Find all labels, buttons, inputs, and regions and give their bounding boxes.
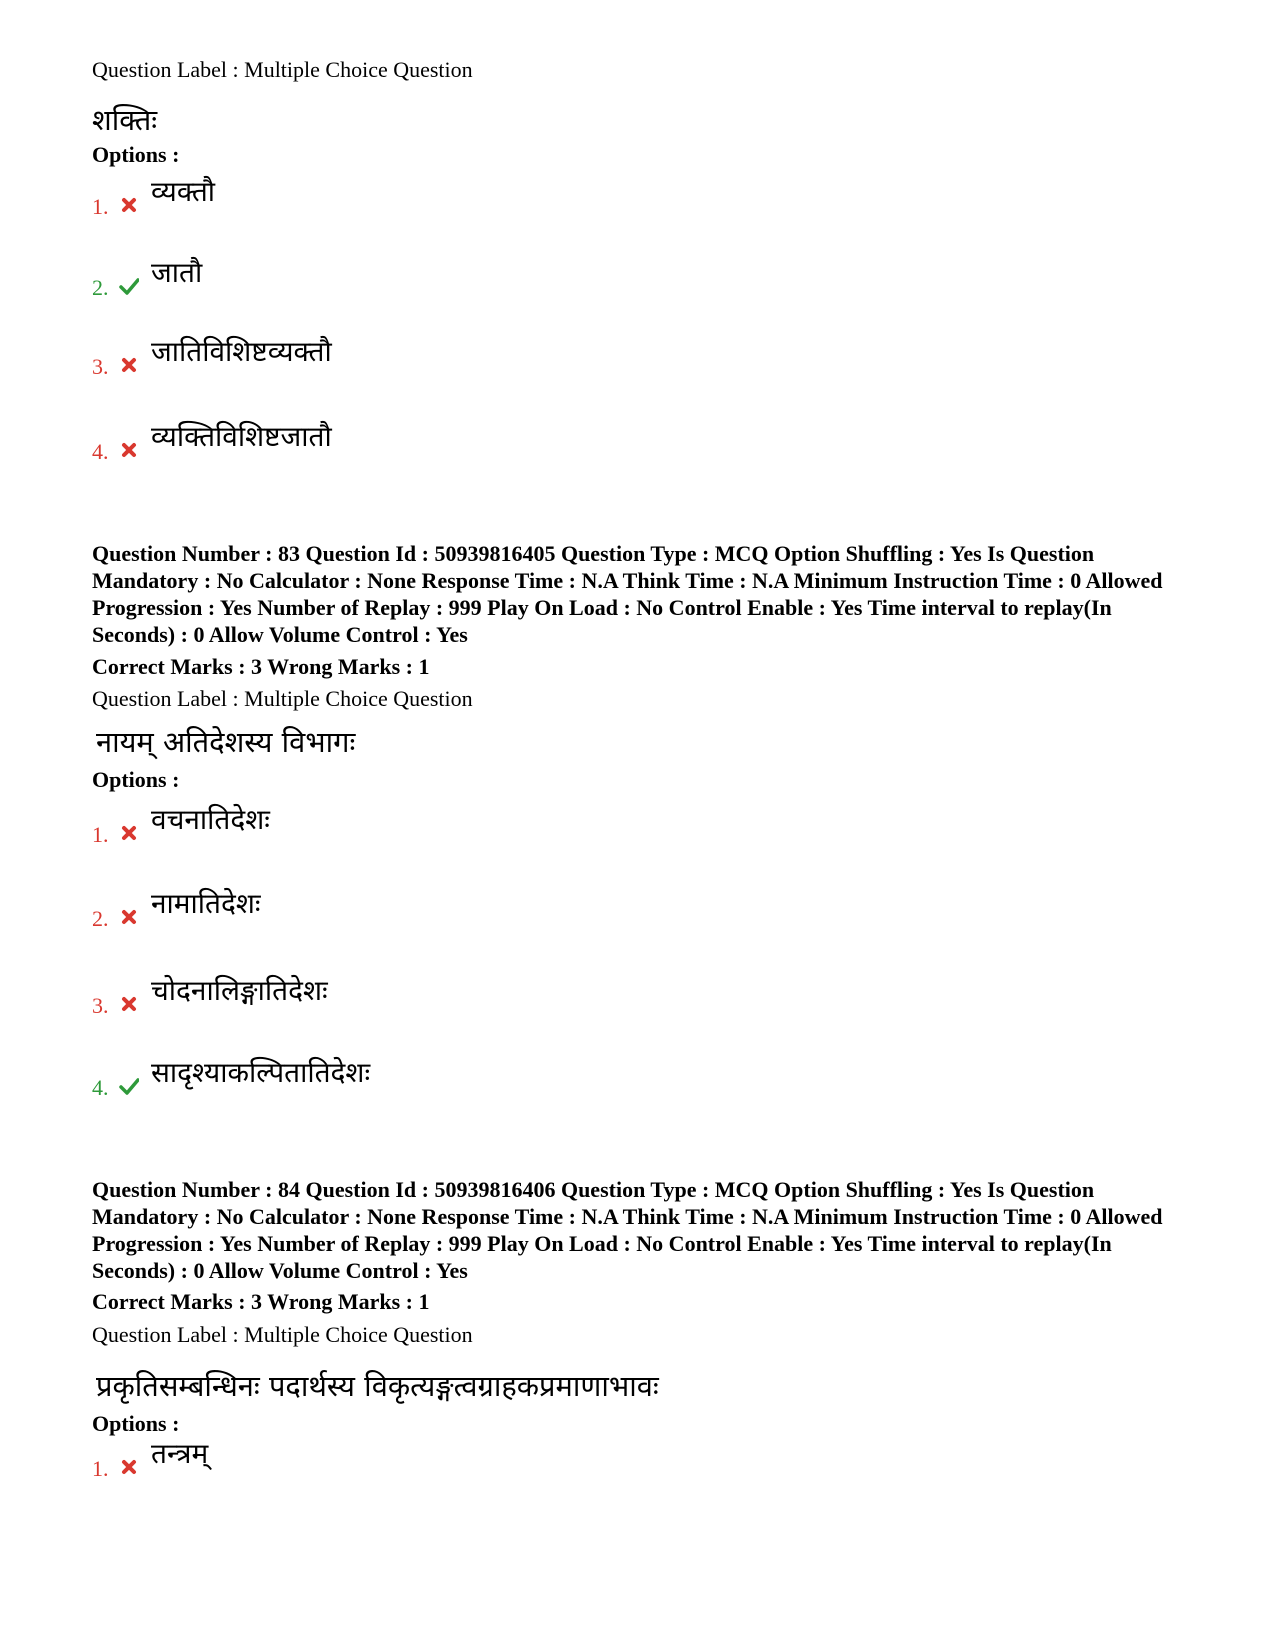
option-number: 3. (92, 993, 109, 1018)
marks-info: Correct Marks : 3 Wrong Marks : 1 (92, 1289, 430, 1314)
option-number: 4. (92, 1075, 109, 1100)
cross-icon (119, 355, 139, 375)
cross-icon (119, 1457, 139, 1477)
option-number: 4. (92, 439, 109, 464)
cross-icon (119, 994, 139, 1014)
option-text: जातिविशिष्टव्यक्तौ (151, 335, 332, 368)
option-number: 2. (92, 906, 109, 931)
check-icon (119, 276, 139, 296)
option-text: व्यक्तौ (151, 175, 216, 208)
option-text: तन्त्रम् (151, 1437, 209, 1470)
options-heading: Options : (92, 767, 180, 792)
question-label: Question Label : Multiple Choice Question (92, 686, 473, 711)
question-meta: Question Number : 84 Question Id : 50939816406 Question Type : MCQ Option Shuffling : Yes Is Question Mandatory : No Calculator : None Response Time : N.A Think Time : N.A Minimum Instruction Time : 0 Allowed Progression : Yes Number of Replay : 999 Play On Load : No Control Enable : Yes Time interval to replay(In Seconds) : 0 Allow Volume Control : Yes (92, 1177, 1163, 1283)
marks-info: Correct Marks : 3 Wrong Marks : 1 (92, 654, 430, 679)
option-text: व्यक्तिविशिष्टजातौ (151, 420, 332, 453)
question-text: प्रकृतिसम्बन्धिनः पदार्थस्य विकृत्यङ्गत्वग्राहकप्रमाणाभावः (96, 1369, 659, 1403)
cross-icon (119, 823, 139, 843)
option-number: 3. (92, 354, 109, 379)
option-text: जातौ (151, 256, 203, 289)
option-text: सादृश्याकल्पितातिदेशः (151, 1056, 371, 1089)
question-label: Question Label : Multiple Choice Question (92, 1322, 473, 1347)
question-meta: Question Number : 83 Question Id : 50939816405 Question Type : MCQ Option Shuffling : Yes Is Question Mandatory : No Calculator : None Response Time : N.A Think Time : N.A Minimum Instruction Time : 0 Allowed Progression : Yes Number of Replay : 999 Play On Load : No Control Enable : Yes Time interval to replay(In Seconds) : 0 Allow Volume Control : Yes (92, 541, 1163, 647)
cross-icon (119, 195, 139, 215)
option-number: 2. (92, 275, 109, 300)
option-number: 1. (92, 194, 109, 219)
check-mark-stroke (121, 1080, 138, 1093)
check-mark-stroke (121, 280, 138, 293)
options-heading: Options : (92, 142, 180, 167)
cross-icon (119, 440, 139, 460)
question-text: शक्तिः (92, 103, 158, 137)
option-text: चोदनालिङ्गातिदेशः (151, 974, 328, 1007)
question-label: Question Label : Multiple Choice Question (92, 57, 473, 82)
cross-icon (119, 907, 139, 927)
check-icon (119, 1076, 139, 1096)
options-heading: Options : (92, 1411, 180, 1436)
option-text: नामातिदेशः (151, 887, 261, 920)
option-text: वचनातिदेशः (151, 803, 270, 836)
option-number: 1. (92, 822, 109, 847)
option-number: 1. (92, 1456, 109, 1481)
question-text: नायम् अतिदेशस्य विभागः (96, 725, 356, 759)
